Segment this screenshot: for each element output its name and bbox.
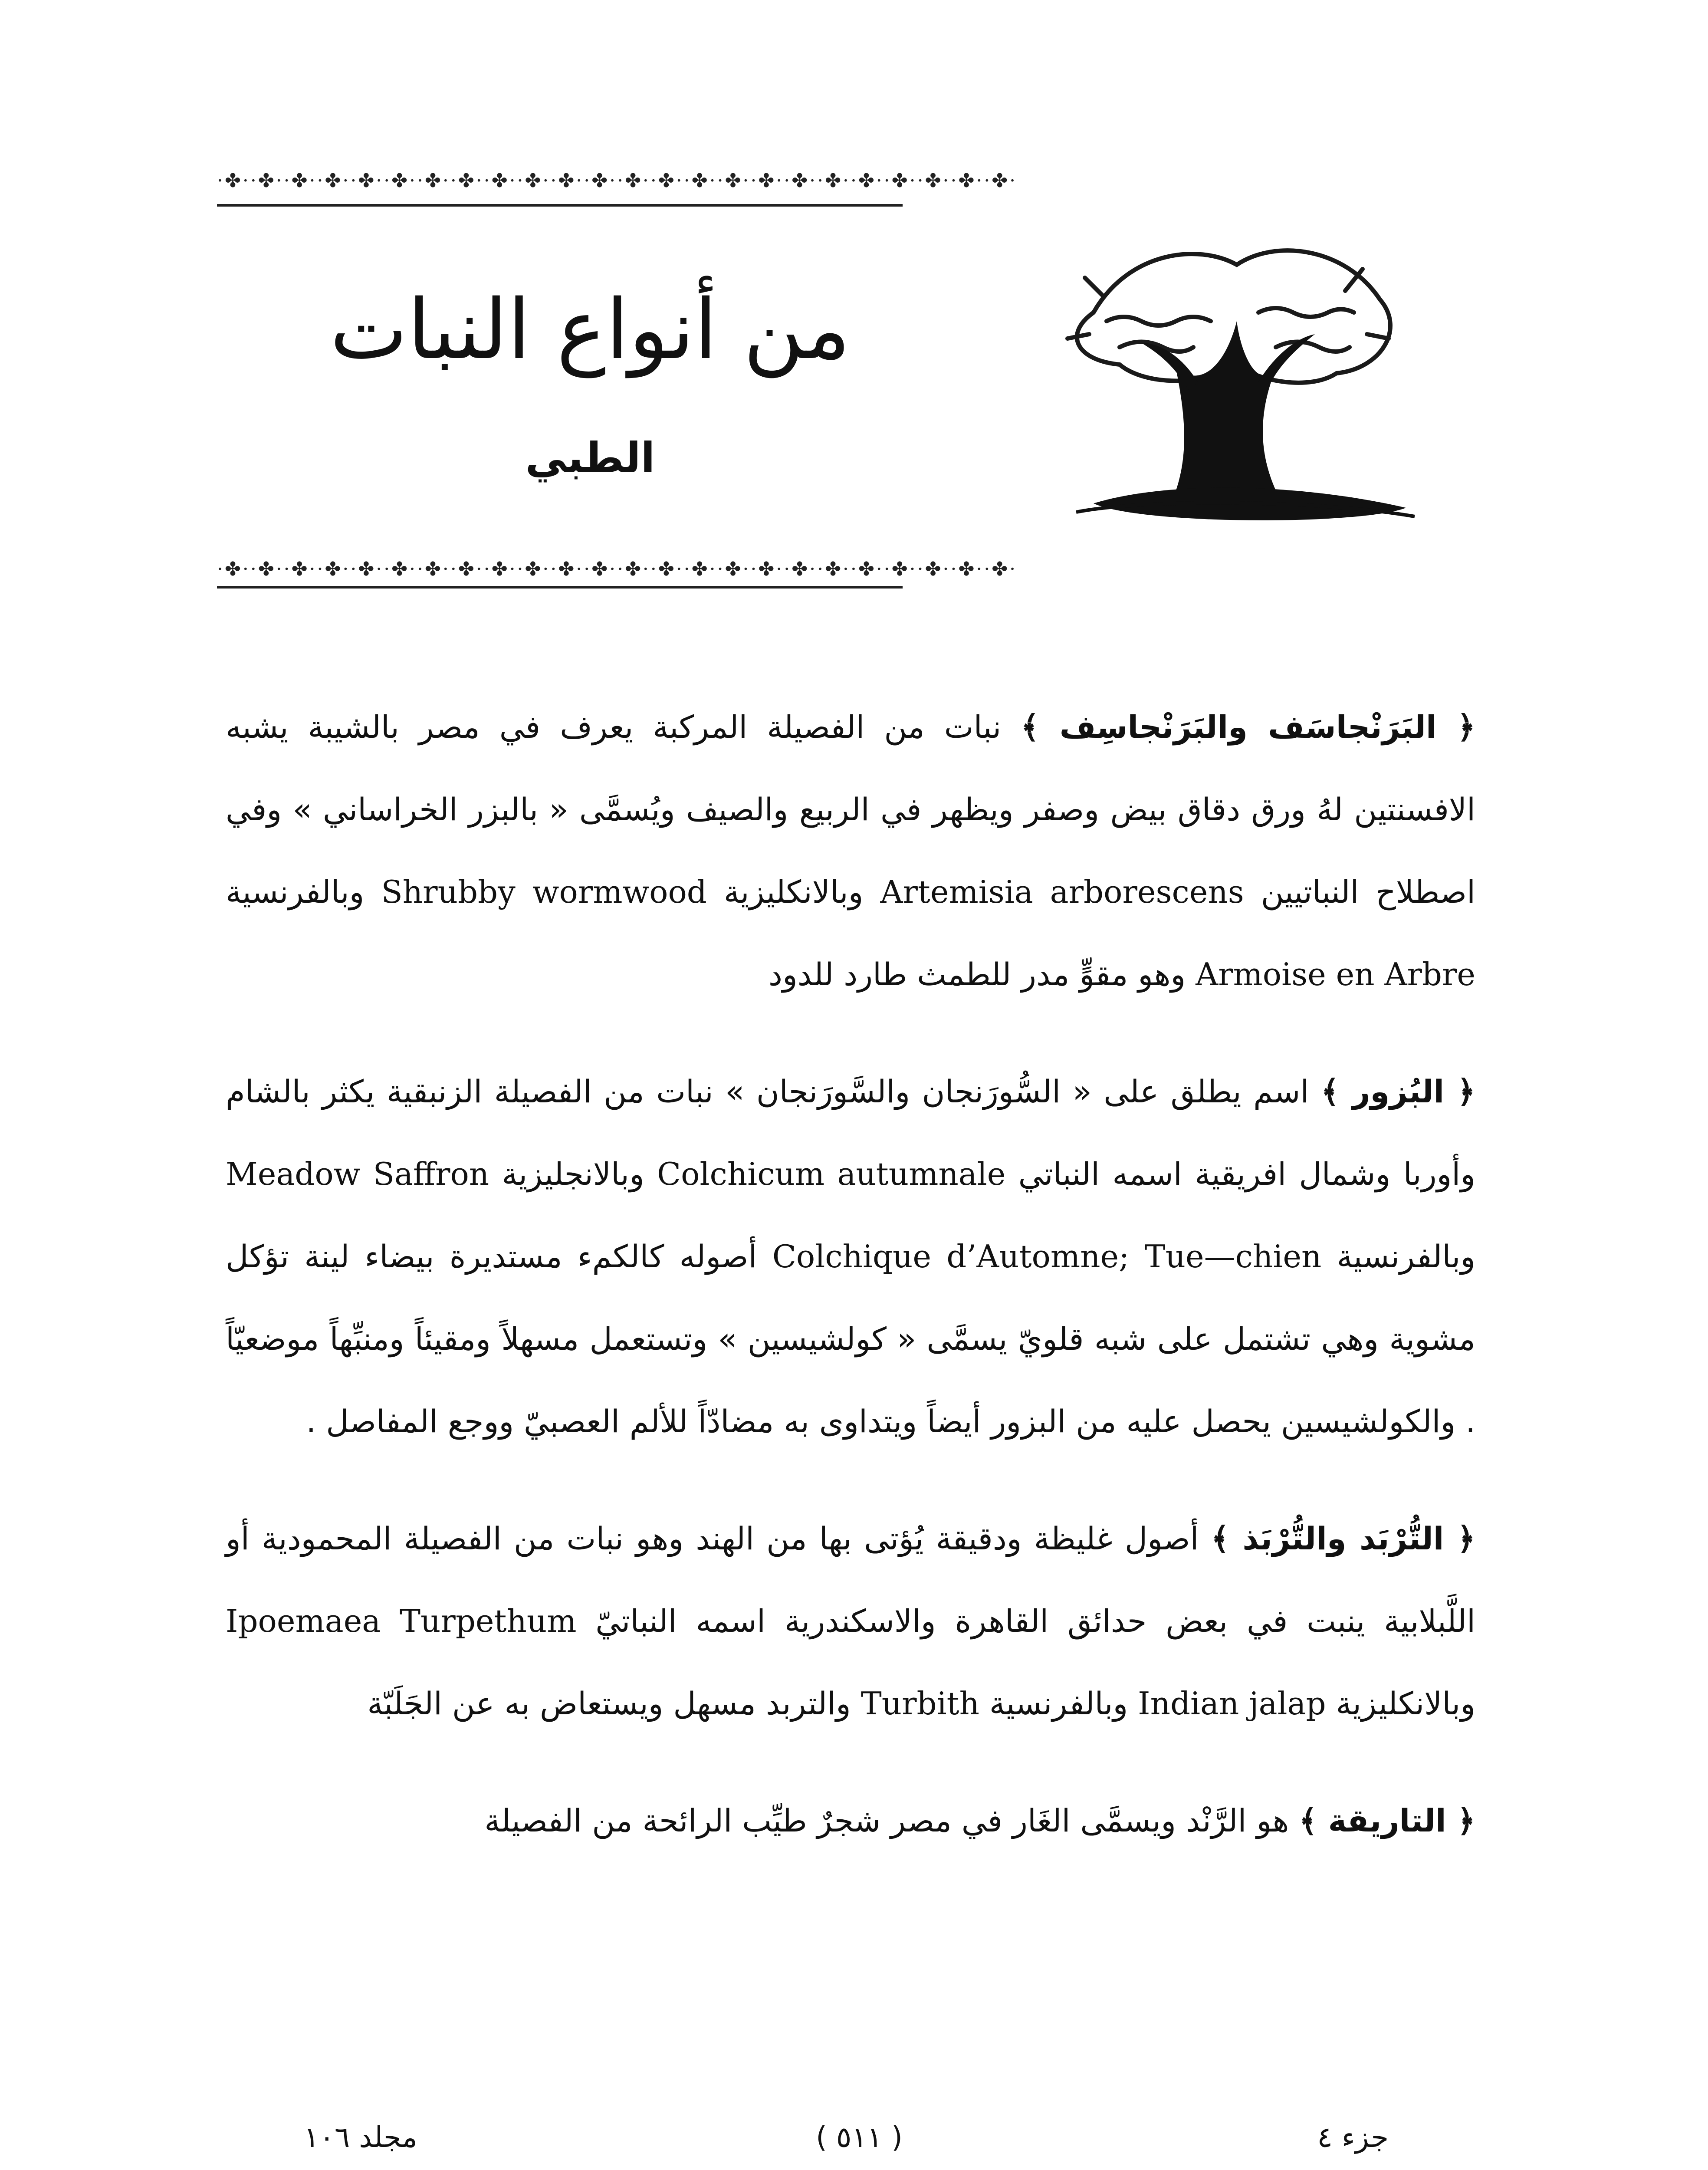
latin-name: Ipoemaea Turpethum [226, 1603, 577, 1639]
entry-tariqa [226, 1779, 1475, 1862]
latin-name: Artemisia arborescens [880, 874, 1244, 910]
entry-text: وبالانكليزية [706, 874, 880, 910]
entry-text: والتربد مسهل ويستعاض به عن الجَلَبّة [367, 1685, 861, 1722]
entry-text: وبالفرنسية [979, 1685, 1138, 1722]
french-name: Turbith [861, 1685, 979, 1722]
page-title: من أنواع النبات [330, 282, 851, 378]
top-ornament-border: ·✤··✤··✤··✤··✤··✤··✤··✤··✤··✤··✤··✤··✤··✤··✤··✤··✤··✤··✤··✤··✤··✤··✤··✤· [217, 170, 1018, 192]
entry-text: اسم يطلق على « السُّورَنجان والسَّورَنجان » نبات من الفصيلة الزنبقية يكثر بالشام وأوربا وشمال افريقية اسمه النباتي [226, 1073, 1476, 1192]
page-number: ( ٥١١ ) [816, 2121, 903, 2154]
entry-heading: ﴿ البَرَنْجاسَف والبَرَنْجاسِف ﴾ [1021, 709, 1475, 745]
entry-text: وهو مقوٍّ مدر للطمث طارد للدود [768, 956, 1196, 993]
english-name: Shrubby wormwood [381, 874, 707, 910]
bottom-ornament-border: ·✤··✤··✤··✤··✤··✤··✤··✤··✤··✤··✤··✤··✤··✤··✤··✤··✤··✤··✤··✤··✤··✤··✤··✤· [217, 558, 1018, 580]
article-body [226, 686, 1475, 1897]
entry-barnjasaf [226, 686, 1475, 1016]
french-name: Armoise en Arbre [1196, 956, 1475, 993]
entry-turbad [226, 1497, 1475, 1745]
english-name: Meadow Saffron [226, 1156, 489, 1192]
entry-text: وبالفرنسية [1321, 1238, 1476, 1275]
entry-text: أصول غليظة ودقيقة يُؤتى بها من الهند وهو نبات من الفصيلة المحمودية أو اللَّبلابية ينبت في بعض حدائق القاهرة والاسكندرية اسمه النباتيّ [226, 1520, 1475, 1639]
entry-heading: ﴿ التُّرْبَد والتُّرْبَذ ﴾ [1211, 1520, 1475, 1557]
tree-illustration [1033, 226, 1415, 538]
bottom-rule [217, 586, 903, 589]
entry-text: نبات من الفصيلة المركبة يعرف في مصر بالشيبة يشبه الافسنتين لهُ ورق دقاق بيض وصفر ويظهر في الربيع والصيف ويُسمَّى « بالبزر الخراساني » وفي اصطلاح النباتيين [226, 709, 1476, 910]
entry-text: وبالانكليزية [1326, 1685, 1475, 1722]
french-name: Colchique d’Automne; Tue—chien [772, 1238, 1322, 1275]
entry-heading: ﴿ التاريقة ﴾ [1299, 1802, 1475, 1839]
entry-heading: ﴿ البُزور ﴾ [1321, 1073, 1475, 1110]
author-name: الطبي [525, 434, 655, 482]
latin-name: Colchicum autumnale [657, 1156, 1006, 1192]
issue-number: جزء ٤ [1317, 2121, 1389, 2154]
top-rule [217, 204, 903, 207]
entry-text: وبالانجليزية [489, 1156, 657, 1192]
entry-text: أصوله كالكمء مستديرة بيضاء لينة تؤكل مشوية وهي تشتمل على شبه قلويّ يسمَّى « كولشيسين » وتستعمل مسهلاً ومقيئاً ومنبِّهاً موضعيّاً . والكولشيسين يحصل عليه من البزور أيضاً ويتداوى به مضادّاً للألم العصبيّ ووجع المفاصل . [226, 1238, 1475, 1440]
entry-buzur [226, 1050, 1475, 1463]
page-footer [304, 2114, 1389, 2161]
volume-number: مجلد ١٠٦ [304, 2121, 417, 2154]
entry-text: هو الرَّنْد ويسمَّى الغَار في مصر شجرٌ طيِّب الرائحة من الفصيلة [484, 1802, 1299, 1839]
entry-text: وبالفرنسية [226, 874, 381, 910]
english-name: Indian jalap [1138, 1685, 1326, 1722]
